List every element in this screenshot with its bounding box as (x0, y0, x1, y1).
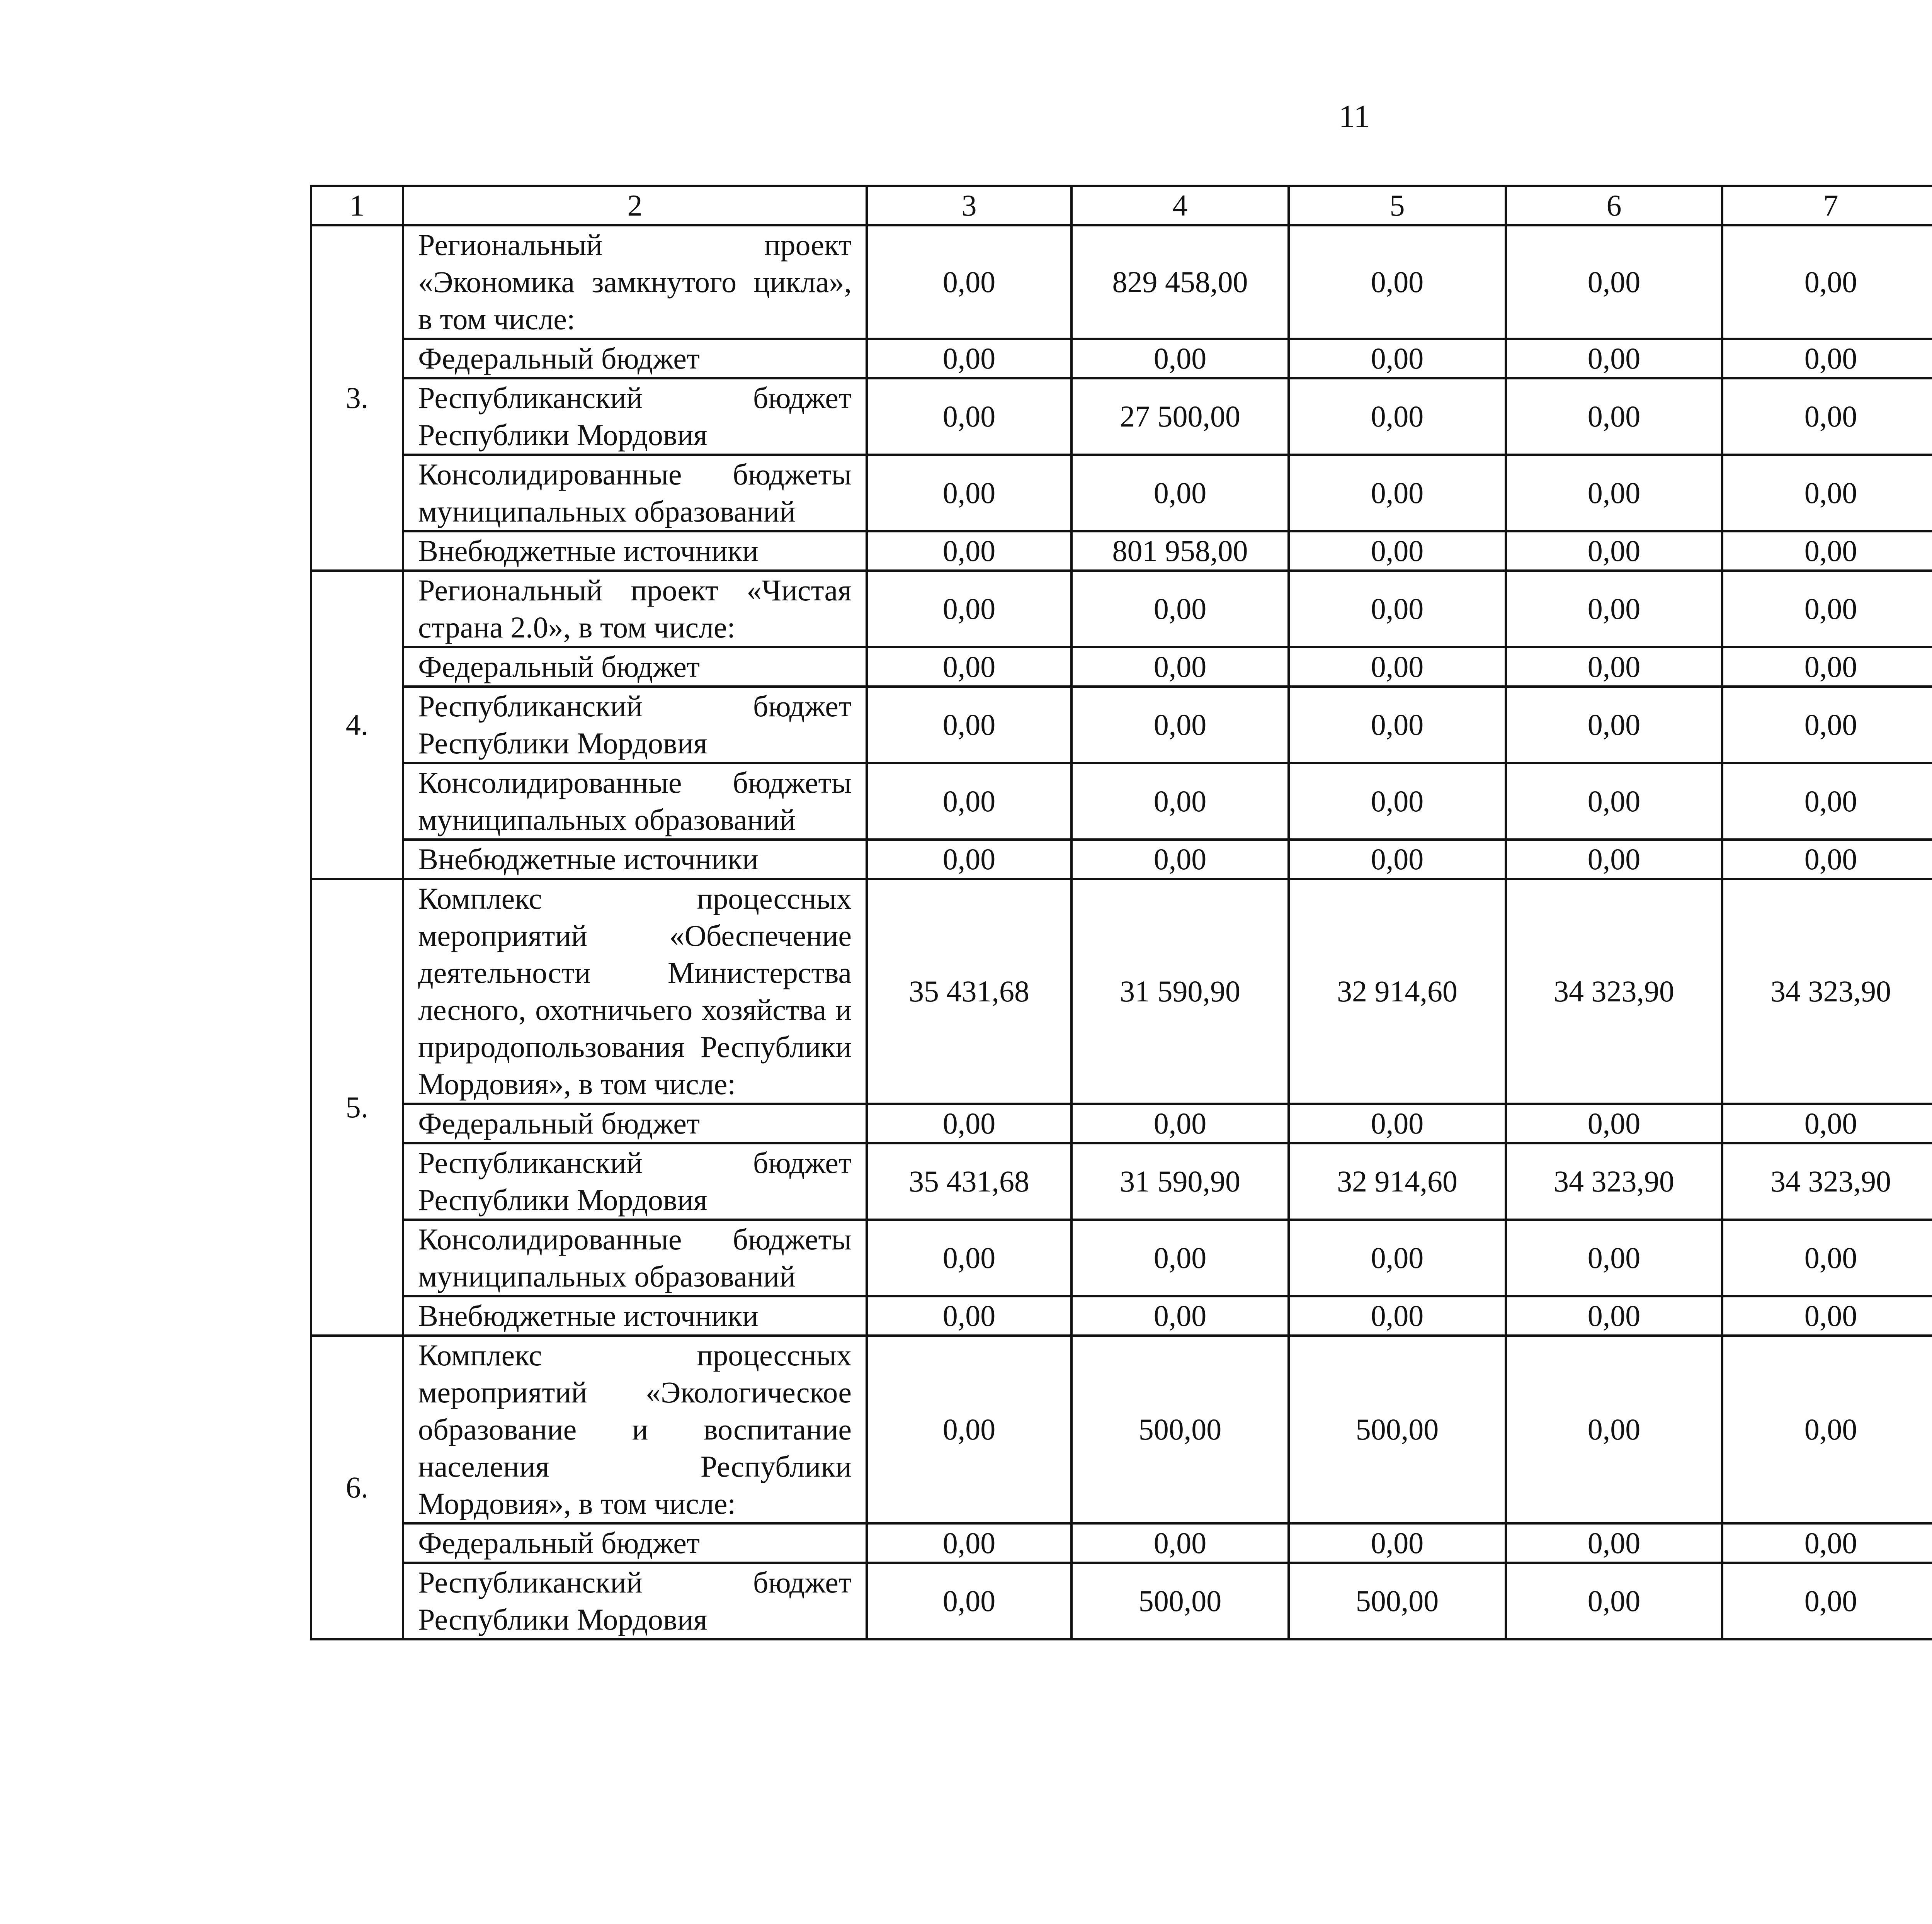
value-cell: 0,00 (1506, 1563, 1722, 1639)
value-cell: 34 323,90 (1722, 1143, 1932, 1220)
row-name: Внебюджетные источники (403, 840, 867, 879)
value-cell: 0,00 (867, 571, 1071, 647)
row-name: Республиканский бюджет Республики Мордовия (403, 1143, 867, 1220)
table-row (311, 840, 1932, 879)
table-row (311, 1563, 1932, 1639)
value-cell: 0,00 (867, 687, 1071, 763)
value-cell: 500,00 (1071, 1563, 1289, 1639)
value-cell: 0,00 (867, 647, 1071, 687)
value-cell: 0,00 (1289, 647, 1506, 687)
value-cell: 0,00 (1071, 455, 1289, 531)
header-cell: 4 (1071, 186, 1289, 225)
value-cell: 32 914,60 (1289, 1143, 1506, 1220)
row-name: Консолидированные бюджеты муниципальных образований (403, 1220, 867, 1296)
row-name: Федеральный бюджет (403, 647, 867, 687)
value-cell: 0,00 (1506, 1336, 1722, 1523)
row-index: 6. (311, 1336, 403, 1639)
value-cell: 0,00 (867, 763, 1071, 840)
value-cell: 0,00 (1722, 840, 1932, 879)
value-cell: 0,00 (1506, 378, 1722, 455)
table-row (311, 531, 1932, 571)
value-cell: 0,00 (1506, 1220, 1722, 1296)
table-row (311, 1296, 1932, 1336)
row-name: Консолидированные бюджеты муниципальных образований (403, 763, 867, 840)
row-name: Комплекс процессных мероприятий «Обеспечение деятельности Министерства лесного, охотничьего хозяйства и природопользования Республики Мордовия», в том числе: (403, 879, 867, 1104)
value-cell: 0,00 (1071, 571, 1289, 647)
row-name: Республиканский бюджет Республики Мордовия (403, 1563, 867, 1639)
value-cell: 0,00 (1071, 840, 1289, 879)
value-cell: 0,00 (1071, 687, 1289, 763)
table-row (311, 763, 1932, 840)
row-name: Региональный проект «Экономика замкнутого цикла», в том числе: (403, 225, 867, 339)
table-row (311, 1220, 1932, 1296)
table-row (311, 1336, 1932, 1523)
value-cell: 0,00 (1289, 225, 1506, 339)
table-row (311, 647, 1932, 687)
table-row (311, 1143, 1932, 1220)
value-cell: 0,00 (867, 339, 1071, 378)
value-cell: 34 323,90 (1506, 1143, 1722, 1220)
row-index: 5. (311, 879, 403, 1336)
value-cell: 0,00 (1722, 647, 1932, 687)
value-cell: 0,00 (1289, 378, 1506, 455)
value-cell: 0,00 (1289, 1296, 1506, 1336)
value-cell: 0,00 (1289, 1523, 1506, 1563)
row-index: 3. (311, 225, 403, 571)
value-cell: 0,00 (867, 455, 1071, 531)
value-cell: 0,00 (867, 1523, 1071, 1563)
value-cell: 0,00 (1506, 840, 1722, 879)
row-name: Федеральный бюджет (403, 339, 867, 378)
value-cell: 0,00 (1722, 1220, 1932, 1296)
value-cell: 31 590,90 (1071, 879, 1289, 1104)
value-cell: 0,00 (867, 378, 1071, 455)
value-cell: 0,00 (1289, 1220, 1506, 1296)
value-cell: 0,00 (867, 1336, 1071, 1523)
value-cell: 35 431,68 (867, 879, 1071, 1104)
value-cell: 0,00 (1071, 1220, 1289, 1296)
value-cell: 0,00 (1722, 763, 1932, 840)
table-row (311, 1104, 1932, 1143)
value-cell: 0,00 (1506, 1296, 1722, 1336)
value-cell: 0,00 (1506, 339, 1722, 378)
row-name: Региональный проект «Чистая страна 2.0», в том числе: (403, 571, 867, 647)
value-cell: 0,00 (1506, 687, 1722, 763)
header-cell: 3 (867, 186, 1071, 225)
header-cell: 7 (1722, 186, 1932, 225)
value-cell: 0,00 (1506, 571, 1722, 647)
value-cell: 0,00 (1289, 531, 1506, 571)
value-cell: 0,00 (1071, 647, 1289, 687)
value-cell: 0,00 (1289, 840, 1506, 879)
value-cell: 0,00 (1722, 571, 1932, 647)
value-cell: 0,00 (1289, 763, 1506, 840)
value-cell: 829 458,00 (1071, 225, 1289, 339)
value-cell: 0,00 (1722, 225, 1932, 339)
table-row (311, 225, 1932, 339)
value-cell: 500,00 (1289, 1563, 1506, 1639)
row-index: 4. (311, 571, 403, 879)
value-cell: 0,00 (867, 1563, 1071, 1639)
table-row (311, 879, 1932, 1104)
value-cell: 0,00 (1722, 1563, 1932, 1639)
value-cell: 0,00 (867, 225, 1071, 339)
value-cell: 0,00 (867, 531, 1071, 571)
value-cell: 34 323,90 (1722, 879, 1932, 1104)
value-cell: 27 500,00 (1071, 378, 1289, 455)
value-cell: 0,00 (1722, 687, 1932, 763)
row-name: Республиканский бюджет Республики Мордовия (403, 687, 867, 763)
header-row (311, 186, 1932, 225)
row-name: Федеральный бюджет (403, 1104, 867, 1143)
value-cell: 0,00 (1722, 378, 1932, 455)
table-row (311, 571, 1932, 647)
value-cell: 0,00 (1506, 531, 1722, 571)
value-cell: 0,00 (1722, 531, 1932, 571)
row-name: Консолидированные бюджеты муниципальных образований (403, 455, 867, 531)
row-name: Внебюджетные источники (403, 1296, 867, 1336)
value-cell: 0,00 (1722, 455, 1932, 531)
value-cell: 0,00 (1506, 1523, 1722, 1563)
value-cell: 0,00 (1506, 1104, 1722, 1143)
value-cell: 0,00 (867, 1220, 1071, 1296)
header-cell: 5 (1289, 186, 1506, 225)
value-cell: 500,00 (1289, 1336, 1506, 1523)
value-cell: 0,00 (1071, 763, 1289, 840)
value-cell: 0,00 (1722, 1523, 1932, 1563)
value-cell: 0,00 (1506, 225, 1722, 339)
header-cell: 6 (1506, 186, 1722, 225)
value-cell: 0,00 (1071, 1523, 1289, 1563)
value-cell: 500,00 (1071, 1336, 1289, 1523)
row-name: Федеральный бюджет (403, 1523, 867, 1563)
value-cell: 0,00 (1289, 687, 1506, 763)
value-cell: 35 431,68 (867, 1143, 1071, 1220)
budget-table (310, 185, 1932, 1640)
header-cell: 1 (311, 186, 403, 225)
value-cell: 0,00 (1289, 571, 1506, 647)
value-cell: 0,00 (1289, 455, 1506, 531)
value-cell: 0,00 (1722, 1296, 1932, 1336)
row-name: Внебюджетные источники (403, 531, 867, 571)
table-row (311, 455, 1932, 531)
value-cell: 0,00 (867, 840, 1071, 879)
row-name: Республиканский бюджет Республики Мордовия (403, 378, 867, 455)
page-number: 11 (1338, 99, 1370, 134)
header-cell: 2 (403, 186, 867, 225)
value-cell: 801 958,00 (1071, 531, 1289, 571)
table-row (311, 378, 1932, 455)
value-cell: 0,00 (1071, 1296, 1289, 1336)
value-cell: 0,00 (867, 1296, 1071, 1336)
value-cell: 0,00 (1506, 455, 1722, 531)
value-cell: 31 590,90 (1071, 1143, 1289, 1220)
value-cell: 32 914,60 (1289, 879, 1506, 1104)
table-row (311, 1523, 1932, 1563)
value-cell: 0,00 (1071, 339, 1289, 378)
value-cell: 34 323,90 (1506, 879, 1722, 1104)
value-cell: 0,00 (1722, 1104, 1932, 1143)
value-cell: 0,00 (1289, 1104, 1506, 1143)
value-cell: 0,00 (867, 1104, 1071, 1143)
value-cell: 0,00 (1722, 1336, 1932, 1523)
value-cell: 0,00 (1289, 339, 1506, 378)
value-cell: 0,00 (1722, 339, 1932, 378)
table-row (311, 339, 1932, 378)
value-cell: 0,00 (1506, 763, 1722, 840)
value-cell: 0,00 (1506, 647, 1722, 687)
table-row (311, 687, 1932, 763)
table-body (311, 186, 1932, 1639)
value-cell: 0,00 (1071, 1104, 1289, 1143)
row-name: Комплекс процессных мероприятий «Экологическое образование и воспитание населения Республики Мордовия», в том числе: (403, 1336, 867, 1523)
